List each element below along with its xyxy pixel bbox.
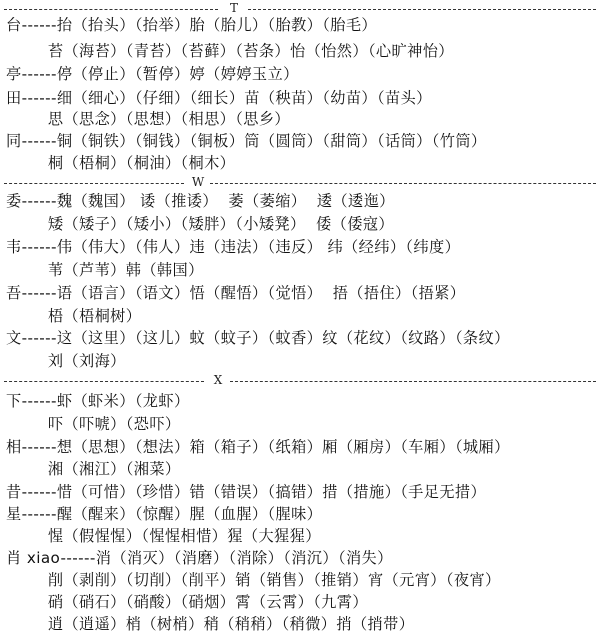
section-letter-t: T bbox=[229, 1, 238, 15]
entry-line: 苔（海苔）（青苔）（苔藓）（苔条）怡（怡然）（心旷神怡） bbox=[6, 42, 454, 60]
entry-line: 肖 xiao------消（消灭）（消磨）（消除）（消沉）（消失） bbox=[6, 549, 393, 567]
section-separator-w bbox=[4, 176, 596, 190]
entry-line: 削（剥削）（切削）（削平）销（销售）（推销）宵（元宵）（夜宵） bbox=[6, 571, 501, 589]
entry-line: 文------这（这里）（这儿）蚊（蚊子）（蚊香）纹（花纹）（纹路）（条纹） bbox=[6, 329, 510, 347]
section-separator-x bbox=[4, 374, 596, 388]
entry-line: 昔------惜（可惜）（珍惜）错（错误）（搞错）措（措施）（手足无措） bbox=[6, 483, 487, 501]
entry-line: 刘（刘海） bbox=[6, 352, 126, 370]
section-letter-w: W bbox=[191, 175, 205, 189]
entry-line: 惺（假惺惺）（惺惺相惜）猩（大猩猩） bbox=[6, 527, 321, 545]
section-letter-x: X bbox=[213, 373, 223, 387]
entry-line: 台------抬（抬头）（抬举）胎（胎儿）（胎教）（胎毛） bbox=[6, 16, 377, 34]
entry-line: 田------细（细心）（仔细）（细长）苗（秧苗）（幼苗）（苗头） bbox=[6, 89, 432, 107]
entry-line: 星------醒（醒来）（惊醒）腥（血腥）（腥味） bbox=[6, 505, 323, 523]
entry-line: 苇（芦苇）韩（韩国） bbox=[6, 261, 204, 279]
entry-line: 下------虾（虾米）（龙虾） bbox=[6, 392, 190, 410]
entry-line: 矮（矮子）（矮小）（矮胖）（小矮凳） 倭（倭寇） bbox=[6, 215, 394, 233]
entry-line: 相------想（思想）（想法）箱（箱子）（纸箱）厢（厢房）（车厢）（城厢） bbox=[6, 438, 510, 456]
entry-line: 梧（梧桐树） bbox=[6, 307, 142, 325]
entry-line: 吓（吓唬）（恐吓） bbox=[6, 415, 181, 433]
entry-line: 韦------伟（伟大）（伟人）违（违法）（违反） 纬（经纬）（纬度） bbox=[6, 238, 461, 256]
entry-line: 思（思念）（思想）（相思）（思乡） bbox=[6, 110, 291, 128]
entry-line: 吾------语（语言）（语文）悟（醒悟）（觉悟） 捂（捂住）（捂紧） bbox=[6, 284, 466, 302]
entry-line: 桐（梧桐）（桐油）（桐木） bbox=[6, 154, 236, 172]
entry-line: 硝（硝石）（硝酸）（硝烟）霄（云霄）（九霄） bbox=[6, 593, 368, 611]
entry-line: 逍（逍遥）梢（树梢）稍（稍稍）（稍微）捎（捎带） bbox=[6, 615, 415, 633]
entry-line: 委------魏（魏国） 诿（推诿） 萎（萎缩） 逶（逶迤） bbox=[6, 192, 395, 210]
entry-line: 亭------停（停止）（暂停）婷（婷婷玉立） bbox=[6, 65, 299, 83]
entry-line: 湘（湘江）（湘菜） bbox=[6, 460, 181, 478]
entry-line: 同------铜（铜铁）（铜钱）（铜板）筒（圆筒）（甜筒）（话筒）（竹筒） bbox=[6, 132, 487, 150]
